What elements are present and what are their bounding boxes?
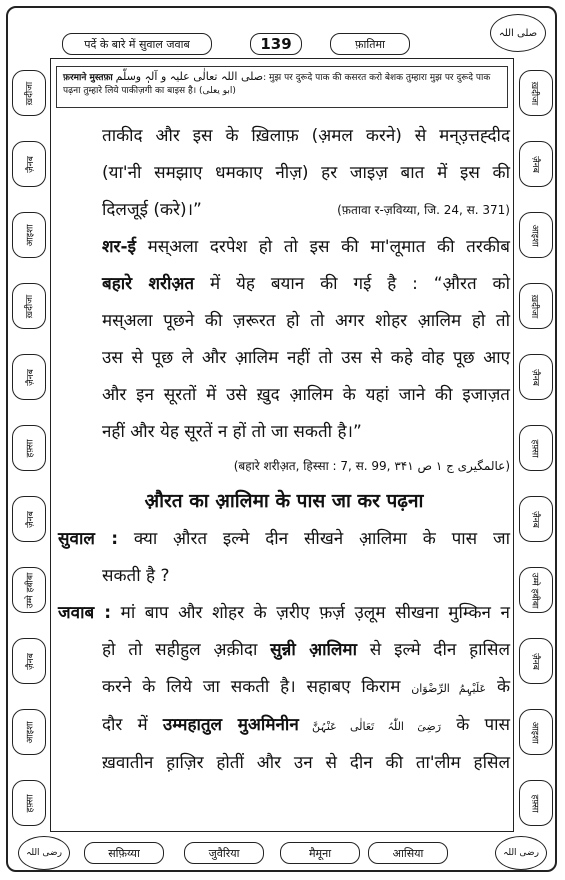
citation: (फ़तावा र-ज़विय्या, जि. 24, स. 371) xyxy=(337,203,510,217)
footer-tab: जुवैरिया xyxy=(184,842,264,864)
answer-line: जवाब : मां बाप और शोहर के ज़रीए फ़र्ज़ उ़लूम सीखना मुम्किन न xyxy=(58,603,510,623)
footer-tab: सफ़िय्या xyxy=(84,842,164,864)
body-line: दिलजूई (करे)।” (फ़तावा र-ज़विय्या, जि. 24, स. 371) xyxy=(58,192,510,229)
question-line: सकती है ? xyxy=(102,566,170,586)
question-label: सुवाल : xyxy=(58,529,119,549)
side-tab: हफ़्सा xyxy=(519,425,553,471)
body-line: नहीं और येह सूरतें न हों तो जा सकती है।” xyxy=(102,422,362,442)
side-tab: आइशा xyxy=(12,709,46,755)
body-line: शर-ई मस्अला दरपेश हो तो इस की मा'लूमात की तरकीब xyxy=(102,237,510,257)
side-tab: ज़ैनब xyxy=(519,354,553,400)
side-tab: उम्मे हबीबा xyxy=(519,567,553,613)
footer-tab: आसिया xyxy=(368,842,448,864)
question-line: सुवाल : क्या औ़रत इल्मे दीन सीखने आ़लिमा के पास जा xyxy=(58,529,510,549)
answer-label: जवाब : xyxy=(58,603,112,623)
body-line: मस्अला पूछने की ज़रूरत हो तो अगर शोहर आ़लिम हो तो xyxy=(102,311,510,331)
body-line: उस से पूछ ले और आ़लिम नहीं तो उस से कहे वोह पूछ आए xyxy=(102,348,510,368)
book-title: पर्दे के बारे में सुवाल जवाब xyxy=(84,37,190,51)
section-heading: औ़रत का आ़लिमा के पास जा कर पढ़ना xyxy=(144,490,424,512)
page-number-tab xyxy=(250,33,302,55)
reference: (बहारे शरीअ़त, हिस्सा : 7, स. 99, عالمگیری ج ۱ ص ۳۴۱) xyxy=(233,459,510,473)
side-tab: ख़दीजा xyxy=(12,283,46,329)
side-tab: ज़ैनब xyxy=(12,354,46,400)
page-number: 139 xyxy=(260,35,292,53)
body-line: ताकीद और इस के ख़िलाफ़ (अ़मल करने) से मन्उ़त्तह्दीद xyxy=(102,126,510,146)
footer-emblem-right: رضی اللہ xyxy=(495,836,547,870)
answer-line: दौर में उम्महातुल मुअमिनीन رَضِیَ اللّٰہُ تَعَالٰی عَنْہُنَّ के पास xyxy=(102,715,510,735)
side-tab: हफ़्सा xyxy=(12,780,46,826)
side-tab: आइशा xyxy=(519,212,553,258)
book-title-tab xyxy=(62,33,212,55)
body-line: और इन सूरतों में उसे ख़ुद आ़लिम के यहां जाने की इजाज़त xyxy=(102,385,510,405)
side-tab: ख़दीजा xyxy=(519,283,553,329)
side-tab: ख़दीजा xyxy=(12,70,46,116)
hadith-label: फ़रमाने मुस्तफ़ा xyxy=(63,73,113,83)
side-tab: आइशा xyxy=(519,709,553,755)
side-tab: ज़ैनब xyxy=(12,141,46,187)
answer-line: करने के लिये जा सकती है। सहाबए किराम عَلَیْہِمُ الرِّضْوَان के xyxy=(102,677,510,697)
answer-line: हो तो सहीहुल अ़क़ीदा सुन्नी आ़लिमा से इल्मे दीन ह़ासिल xyxy=(102,640,510,660)
side-tab: आइशा xyxy=(12,212,46,258)
side-tab: ज़ैनब xyxy=(519,141,553,187)
side-tab: हफ़्सा xyxy=(12,425,46,471)
side-tab: हफ़्सा xyxy=(519,780,553,826)
header-right-tab: फ़ातिमा xyxy=(330,33,410,55)
footer-emblem: رضی اللہ xyxy=(18,836,70,870)
hadith-box: फ़रमाने मुस्तफ़ा صلی اللہ تعالٰی علیہ و آلہٖ وسلّم: मुझ पर दुरूदे पाक की कसरत करो बेशक तुम्हारा मुझ पर दुरूदे पाक पढ़ना तुम्हारे लिये पाकीज़गी का बाइस है। (ابو یعلی) xyxy=(56,66,508,108)
corner-emblem: صلی اللہ xyxy=(490,14,546,52)
answer-line: ख़वातीन ह़ाज़िर होतीं और उन से दीन की ता'लीम हसिल xyxy=(102,753,510,773)
footer-tab: मैमूना xyxy=(280,842,360,864)
body-line: बहारे शरीअ़त में येह बयान की गई है : “औ़रत को xyxy=(102,274,510,294)
side-tab: ज़ैनब xyxy=(12,638,46,684)
body-line: (या'नी समझाए धमकाए नीज़) हर जाइज़ बात में इस की xyxy=(102,163,510,183)
side-tab: ख़दीजा xyxy=(519,70,553,116)
side-tab: ज़ैनब xyxy=(12,496,46,542)
side-tab: ज़ैनब xyxy=(519,496,553,542)
page-body xyxy=(58,118,510,782)
side-tab: उम्मे हबीबा xyxy=(12,567,46,613)
side-tab: ज़ैनब xyxy=(519,638,553,684)
